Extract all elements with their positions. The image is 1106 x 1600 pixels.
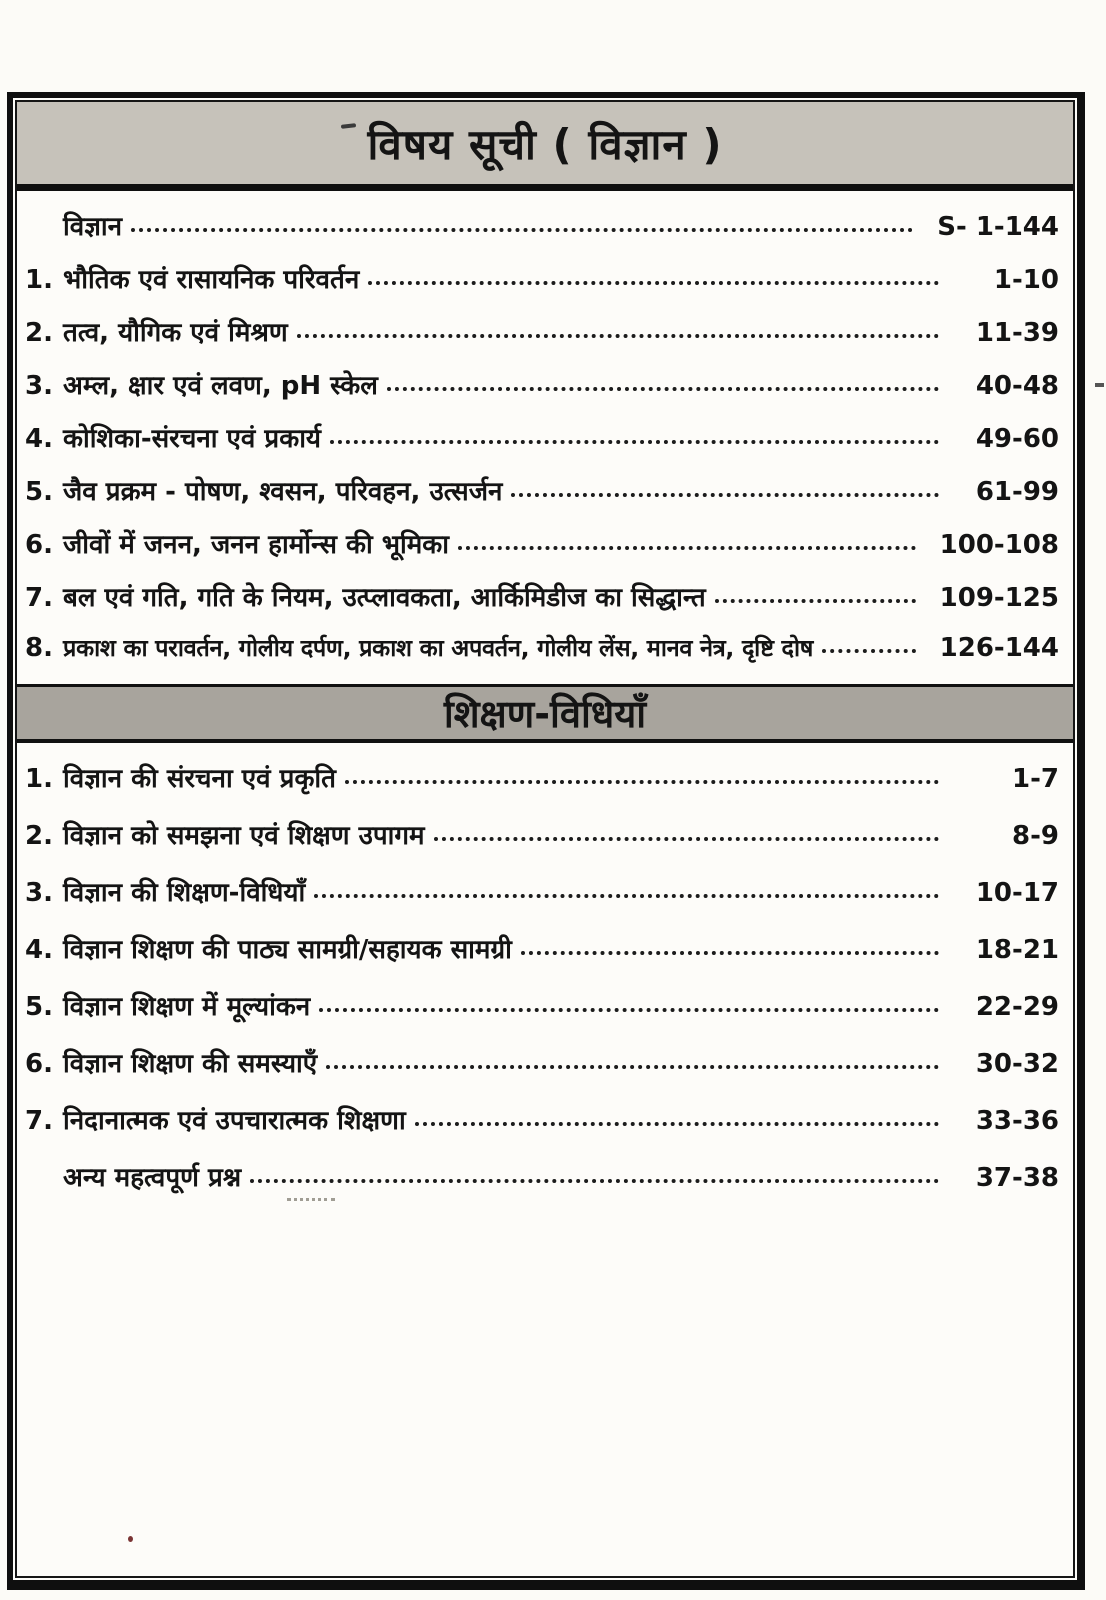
entry-number: 8. xyxy=(25,633,53,663)
toc-entry xyxy=(25,525,1059,578)
entry-pages: 37-38 xyxy=(975,1163,1059,1193)
dot-leader xyxy=(319,1008,939,1012)
entry-pages: S- 1-144 xyxy=(937,212,1059,242)
toc-entry xyxy=(25,260,1059,313)
entry-number: 3. xyxy=(25,878,53,908)
entry-number: 1. xyxy=(25,265,53,295)
dot-leader xyxy=(345,780,939,784)
entry-pages: 11-39 xyxy=(975,318,1059,348)
page-title-band xyxy=(17,102,1073,191)
entry-pages: 49-60 xyxy=(975,424,1059,454)
dot-leader xyxy=(368,281,939,285)
entry-pages: 126-144 xyxy=(939,633,1059,663)
entry-pages: 8-9 xyxy=(1012,821,1059,851)
toc-entry xyxy=(25,987,1059,1044)
entry-title: अन्य महत्वपूर्ण प्रश्न xyxy=(63,1163,242,1193)
dot-leader xyxy=(521,951,939,955)
entry-pages: 109-125 xyxy=(939,583,1059,613)
entry-number: 5. xyxy=(25,992,53,1022)
entry-title: विज्ञान को समझना एवं शिक्षण उपागम xyxy=(63,821,425,851)
entry-title: विज्ञान xyxy=(63,212,123,242)
dot-leader xyxy=(250,1179,939,1183)
entry-number: 6. xyxy=(25,530,53,560)
scan-artifact-mark xyxy=(1095,383,1104,387)
entry-title: विज्ञान शिक्षण की समस्याएँ xyxy=(63,1049,318,1079)
entry-number: 6. xyxy=(25,1049,53,1079)
entry-title: विज्ञान शिक्षण में मूल्यांकन xyxy=(63,992,311,1022)
dot-leader xyxy=(387,387,939,391)
page-frame xyxy=(7,92,1085,1590)
dot-leader xyxy=(326,1065,939,1069)
toc-entry xyxy=(25,631,1059,684)
entry-title: कोशिका-संरचना एवं प्रकार्य xyxy=(63,424,322,454)
entry-title: भौतिक एवं रासायनिक परिवर्तन xyxy=(63,265,360,295)
dot-leader xyxy=(434,837,939,841)
entry-title: जीवों में जनन, जनन हार्मोन्स की भूमिका xyxy=(63,530,449,560)
scan-artifact-dots xyxy=(287,1198,335,1201)
dot-leader xyxy=(297,334,939,338)
entry-number: 7. xyxy=(25,583,53,613)
entry-title: विज्ञान शिक्षण की पाठ्य सामग्री/सहायक सामग्री xyxy=(63,935,512,965)
entry-number: 1. xyxy=(25,764,53,794)
entry-pages: 22-29 xyxy=(975,992,1059,1022)
toc-entry xyxy=(25,366,1059,419)
dot-leader xyxy=(415,1122,939,1126)
toc-entry xyxy=(25,1101,1059,1158)
entry-pages: 30-32 xyxy=(975,1049,1059,1079)
toc-entry xyxy=(25,578,1059,631)
entry-pages: 33-36 xyxy=(975,1106,1059,1136)
toc-entry xyxy=(25,1044,1059,1101)
dot-leader xyxy=(458,546,916,550)
toc-teaching xyxy=(17,743,1073,1215)
entry-number: 5. xyxy=(25,477,53,507)
entry-pages: 1-7 xyxy=(1012,764,1059,794)
dot-leader xyxy=(511,493,939,497)
dot-leader xyxy=(822,649,916,653)
entry-number: 2. xyxy=(25,821,53,851)
entry-number: 2. xyxy=(25,318,53,348)
entry-pages: 1-10 xyxy=(993,265,1059,295)
dot-leader xyxy=(314,894,939,898)
entry-pages: 40-48 xyxy=(975,371,1059,401)
section-heading-band xyxy=(17,684,1073,743)
entry-number: 4. xyxy=(25,935,53,965)
page-title: विषय सूची ( विज्ञान ) xyxy=(367,119,723,169)
dot-leader xyxy=(131,228,913,232)
toc-entry xyxy=(25,873,1059,930)
entry-title: अम्ल, क्षार एवं लवण, pH स्केल xyxy=(63,371,378,401)
entry-title: जैव प्रक्रम - पोषण, श्वसन, परिवहन, उत्सर्जन xyxy=(63,477,503,507)
dot-leader xyxy=(715,599,916,603)
toc-entry xyxy=(25,313,1059,366)
toc-entry xyxy=(25,759,1059,816)
toc-entry xyxy=(25,207,1059,260)
entry-number: 4. xyxy=(25,424,53,454)
toc-entry xyxy=(25,472,1059,525)
toc-science xyxy=(17,191,1073,684)
toc-entry xyxy=(25,1158,1059,1215)
entry-title: प्रकाश का परावर्तन, गोलीय दर्पण, प्रकाश का अपवर्तन, गोलीय लेंस, मानव नेत्र, दृष्टि दोष xyxy=(63,634,814,662)
toc-entry xyxy=(25,930,1059,987)
entry-pages: 61-99 xyxy=(975,477,1059,507)
entry-pages: 10-17 xyxy=(975,878,1059,908)
section-heading: शिक्षण-विधियाँ xyxy=(443,692,647,736)
entry-title: विज्ञान की शिक्षण-विधियाँ xyxy=(63,878,306,908)
page-frame-inner xyxy=(15,100,1075,1578)
toc-entry xyxy=(25,816,1059,873)
dot-leader xyxy=(330,440,939,444)
entry-title: निदानात्मक एवं उपचारात्मक शिक्षणा xyxy=(63,1106,406,1136)
toc-entry xyxy=(25,419,1059,472)
scan-artifact-dot xyxy=(128,1536,133,1542)
entry-title: बल एवं गति, गति के नियम, उत्प्लावकता, आर्किमिडीज का सिद्धान्त xyxy=(63,583,706,613)
entry-number: 7. xyxy=(25,1106,53,1136)
entry-pages: 100-108 xyxy=(939,530,1059,560)
entry-number: 3. xyxy=(25,371,53,401)
entry-title: तत्व, यौगिक एवं मिश्रण xyxy=(63,318,288,348)
entry-title: विज्ञान की संरचना एवं प्रकृति xyxy=(63,764,336,794)
entry-pages: 18-21 xyxy=(975,935,1059,965)
